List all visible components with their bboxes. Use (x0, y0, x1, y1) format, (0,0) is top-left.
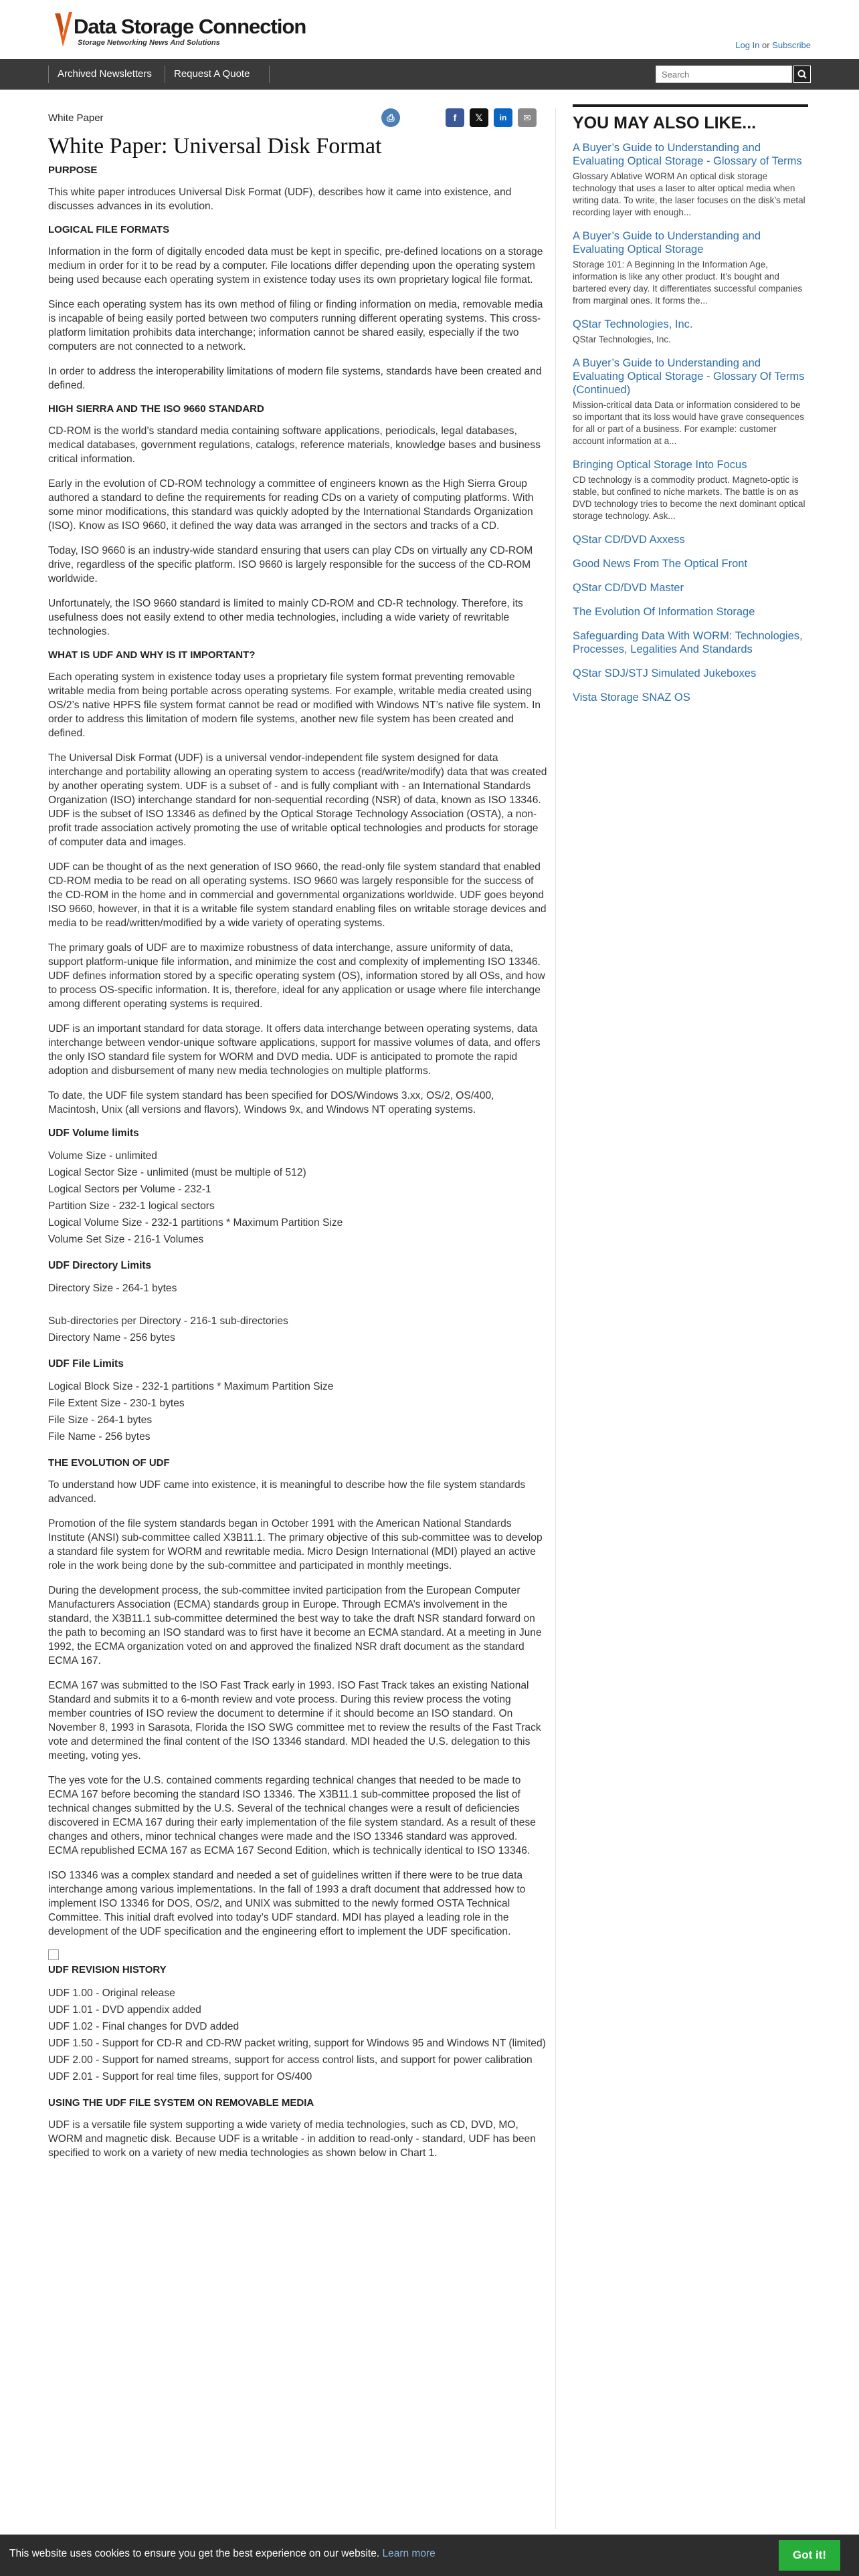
file-limits-list (48, 1378, 547, 1445)
related-sidebar (573, 104, 808, 715)
list-item: File Size - 264-1 bytes (48, 1414, 153, 1426)
breadcrumb[interactable]: White Paper (48, 112, 104, 124)
cookie-message (9, 2548, 436, 2560)
nav-archived-newsletters[interactable]: Archived Newsletters (58, 68, 152, 80)
paragraph: Today, ISO 9660 is an industry-wide standard ensuring that users can play CDs on virtually any CD-ROM drive, regardless of the specific platform. ISO 9660 is largely responsible for the success of the CD-ROM worldwide. (48, 545, 533, 584)
related-item-title[interactable]: A Buyer’s Guide to Understanding and Evaluating Optical Storage - Glossary of Terms (573, 142, 802, 167)
list-item: File Name - 256 bytes (48, 1431, 151, 1442)
subscribe-link[interactable]: Subscribe (772, 40, 811, 50)
related-item-title[interactable]: QStar CD/DVD Axxess (573, 534, 685, 546)
directory-limits-list-2 (48, 1313, 547, 1346)
cookie-text: This website uses cookies to ensure you get the best experience on our website. (9, 2548, 380, 2559)
page-title: White Paper: Universal Disk Format (48, 134, 382, 158)
list-item: UDF 1.01 - DVD appendix added (48, 2004, 201, 2016)
logo-title: Data Storage Connection (74, 15, 306, 38)
related-item-excerpt: Mission-critical data Data or information considered to be so important that its loss would have grave consequences for all or part of a business. For example: customer account information at a... (573, 400, 804, 446)
list-item: File Extent Size - 230-1 bytes (48, 1398, 185, 1409)
cookie-accept-button[interactable]: Got it! (779, 2540, 840, 2571)
related-item[interactable] (573, 458, 808, 522)
related-item-excerpt: Storage 101: A Beginning In the Information Age, information is like any other product. It’s bought and bartered every day. It differentiates successful companies from marginal ones. It forms the... (573, 259, 803, 306)
related-item-excerpt: CD technology is a commodity product. Magneto-optic is stable, but confined to niche markets. The battle is on as DVD technology tries to become the next dominant optical storage technology. Ask... (573, 475, 805, 521)
linkedin-icon[interactable]: in (494, 108, 512, 127)
related-item[interactable] (573, 557, 808, 570)
related-item[interactable] (573, 629, 808, 656)
list-item: UDF 1.00 - Original release (48, 1988, 175, 1999)
article-topbar (48, 108, 547, 128)
nav-request-quote[interactable]: Request A Quote (174, 68, 250, 80)
paragraph: Information in the form of digitally encoded data must be kept in specific, pre-defined locations on a storage medium in order for it to be read by a computer. File locations differ depending upon the operating system being used because each operating system in existence today uses its own proprietary logical file format. (48, 246, 543, 286)
related-item-title[interactable]: Safeguarding Data With WORM: Technologies, Processes, Legalities And Standards (573, 630, 803, 655)
site-logo[interactable] (55, 9, 306, 52)
list-item: Directory Size - 264-1 bytes (48, 1283, 177, 1294)
list-item: Partition Size - 232-1 logical sectors (48, 1200, 215, 1212)
paragraph: This white paper introduces Universal Disk Format (UDF), describes how it came into existence, and discusses advances in its evolution. (48, 187, 512, 212)
related-item-excerpt: QStar Technologies, Inc. (573, 334, 671, 344)
auth-or-text: or (759, 40, 773, 50)
list-item: UDF 2.01 - Support for real time files, support for OS/400 (48, 2071, 312, 2082)
related-item[interactable] (573, 318, 808, 346)
twitter-x-icon[interactable]: 𝕏 (470, 108, 488, 127)
related-item[interactable] (573, 229, 808, 307)
column-divider (555, 108, 556, 2529)
logo-tagline: Storage Networking News And Solutions (78, 39, 220, 47)
related-item-title[interactable]: Vista Storage SNAZ OS (573, 691, 690, 704)
related-item-title[interactable]: A Buyer’s Guide to Understanding and Evaluating Optical Storage (573, 230, 761, 255)
section-heading: LOGICAL FILE FORMATS (48, 224, 170, 235)
login-link[interactable]: Log In (735, 40, 760, 50)
list-item: Logical Block Size - 232-1 partitions * Maximum Partition Size (48, 1381, 334, 1392)
paragraph: Each operating system in existence today uses a proprietary file system format preventing removable writable media from being portable across operating systems. For example, writable media created using OS/2’s native HPFS file system format cannot be read or modified with Windows NT’s native file system. In order to address this limitation of modern file systems, another new file system has been created and defined. (48, 671, 541, 739)
list-item: Logical Sector Size - unlimited (must be multiple of 512) (48, 1167, 306, 1178)
paragraph: UDF is an important standard for data storage. It offers data interchange between operating systems, data interchange between vendor-unique software applications, support for massive volumes of data, and offers the only ISO standard file system for WORM and DVD media. UDF is anticipated to promote the rapid adoption and disbursement of many new media technologies on multiple platforms. (48, 1023, 541, 1077)
list-item: Volume Set Size - 216-1 Volumes (48, 1234, 204, 1245)
related-item-title[interactable]: The Evolution Of Information Storage (573, 606, 755, 618)
broken-image-icon (48, 1949, 59, 1960)
search-icon (794, 66, 810, 82)
list-item: Volume Size - unlimited (48, 1150, 157, 1162)
paragraph: Early in the evolution of CD-ROM technology a committee of engineers known as the High Sierra Group authored a standard to define the requirements for reading CDs on a variety of computing platforms. With some minor modifications, this standard was quickly adopted by the International Standards Organization (ISO). Know as ISO 9660, it defined the way data was arranged in the sectors and tracks of a CD. (48, 478, 534, 532)
paragraph: ISO 13346 was a complex standard and needed a set of guidelines written if there were to be true data interchange among various implementations. In the fall of 1993 a draft document that addressed how to implement ISO 13346 for DOS, OS/2, and UNIX was submitted to the newly formed OSTA Technical Committee. This initial draft evolved into today’s UDF standard. MDI has played a leading role in the development of the UDF specification and the engineering effort to implement the UDF specification. (48, 1870, 526, 1937)
related-item[interactable] (573, 356, 808, 447)
auth-links (735, 40, 811, 50)
search-button[interactable] (793, 66, 811, 83)
paragraph: Unfortunately, the ISO 9660 standard is limited to mainly CD-ROM and CD-R technology. Therefore, its usefulness does not easily extend to other media technologies, including a wide variety of rewritable technologies. (48, 598, 523, 637)
cookie-learn-more-link[interactable]: Learn more (382, 2548, 436, 2559)
paragraph: CD-ROM is the world’s standard media containing software applications, periodicals, legal databases, medical databases, government regulations, catalogs, reference materials, knowledge bases and business critical information. (48, 425, 541, 465)
subsection-heading: UDF Directory Limits (48, 1260, 152, 1271)
logo-v-mark (55, 9, 74, 49)
facebook-icon[interactable]: f (446, 108, 464, 127)
subsection-heading: UDF File Limits (48, 1358, 124, 1370)
section-heading: PURPOSE (48, 165, 98, 176)
related-item-title[interactable]: QStar CD/DVD Master (573, 582, 684, 594)
paragraph: UDF is a versatile file system supporting a wide variety of media technologies, such as CD, DVD, MO, WORM and magnetic disk. Because UDF is a writable - in addition to read-only - standard, UDF has been specified to work on a variety of new media technologies as shown below in Chart 1. (48, 2119, 536, 2159)
related-item[interactable] (573, 141, 808, 219)
list-item: UDF 1.02 - Final changes for DVD added (48, 2021, 240, 2032)
paragraph: In order to address the interoperability limitations of modern file systems, standards have been created and defined. (48, 366, 542, 391)
related-item[interactable] (573, 691, 808, 704)
directory-limits-list (48, 1280, 547, 1297)
related-item-title[interactable]: QStar SDJ/STJ Simulated Jukeboxes (573, 667, 757, 679)
search-input[interactable] (656, 66, 792, 83)
volume-limits-list (48, 1148, 547, 1248)
site-header (0, 0, 859, 59)
section-heading: HIGH SIERRA AND THE ISO 9660 STANDARD (48, 403, 264, 415)
paragraph: The yes vote for the U.S. contained comments regarding technical changes that needed to be made to ECMA 167 before becoming the standard ISO 13346. The X3B11.1 sub-committee proposed the list of technical changes submitted by the U.S. Several of the technical changes were a result of deficiencies discovered in ECMA 167 during their early implementation of the file system standard. As a result of these changes and others, minor technical changes were made and the ISO 13346 standard was approved. ECMA republished ECMA 167 as ECMA 167 Second Edition, which is technically identical to ISO 13346. (48, 1775, 536, 1856)
email-icon[interactable]: ✉ (518, 108, 537, 127)
paragraph: UDF can be thought of as the next generation of ISO 9660, the read-only file system standard that enabled CD-ROM media to be read on all operating systems. ISO 9660 was largely responsible for the success of the CD-ROM in the home and in commercial and governmental organizations worldwide. UDF goes beyond ISO 9660, however, in that it is a writable file system standard enabling files on writable storage devices and media to be read/written/modified by a wide variety of operating systems. (48, 861, 547, 929)
paragraph: Promotion of the file system standards began in October 1991 with the American National Standards Institute (ANSI) sub-committee called X3B11.1. The primary objective of this sub-committee was to develop a standard file system for WORM and rewritable media. Micro Design International (MDI) played an active role in the work being done by the sub-committee and participated in monthly meetings. (48, 1518, 543, 1572)
related-item-title[interactable]: QStar Technologies, Inc. (573, 318, 693, 330)
related-item-excerpt: Glossary Ablative WORM An optical disk storage technology that uses a laser to alter optical media when writing data. To write, the laser focuses on the disk’s metal recording layer with enough... (573, 171, 805, 217)
list-item: UDF 2.00 - Support for named streams, support for access control lists, and support for power calibration (48, 2054, 533, 2066)
related-item-title[interactable]: Bringing Optical Storage Into Focus (573, 459, 747, 471)
print-icon[interactable]: ⎙ (381, 108, 400, 127)
section-heading: THE EVOLUTION OF UDF (48, 1457, 170, 1469)
list-item: Logical Volume Size - 232-1 partitions * Maximum Partition Size (48, 1217, 343, 1228)
paragraph: To date, the UDF file system standard has been specified for DOS/Windows 3.xx, OS/2, OS/400, Macintosh, Unix (all versions and flavors), Windows 9x, and Windows NT operating systems. (48, 1090, 494, 1115)
paragraph: The primary goals of UDF are to maximize robustness of data interchange, assure uniformity of data, support platform-unique file information, and minimize the cost and complexity of implementing ISO 13346. UDF defines information stored by a specific operating system (OS), information stored by all OSs, and how to process OS-specific information. It is, therefore, ideal for any application or usage where file interchange among different operating systems is required. (48, 942, 545, 1010)
list-item: UDF 1.50 - Support for CD-R and CD-RW packet writing, support for Windows 95 and Windows NT (limited) (48, 2038, 546, 2049)
section-heading: WHAT IS UDF AND WHY IS IT IMPORTANT? (48, 649, 256, 661)
related-item[interactable] (573, 605, 808, 619)
paragraph: ECMA 167 was submitted to the ISO Fast Track early in 1993. ISO Fast Track takes an existing National Standard and submits it to a 6-month review and vote process. During this review process the voting member countries of ISO review the document to determine if it should become an ISO standard. On November 8, 1993 in Sarasota, Florida the ISO SWG committee met to review the results of the Fast Track vote and determined the final content of the ISO 13346 standard. MDI headed the U.S. delegation to this meeting, voting yes. (48, 1680, 541, 1761)
list-item: Directory Name - 256 bytes (48, 1332, 175, 1344)
section-heading: USING THE UDF FILE SYSTEM ON REMOVABLE MEDIA (48, 2097, 314, 2109)
section-heading: UDF REVISION HISTORY (48, 1964, 167, 1975)
paragraph: To understand how UDF came into existence, it is meaningful to describe how the file system standards advanced. (48, 1479, 526, 1505)
related-item[interactable] (573, 581, 808, 595)
related-item[interactable] (573, 667, 808, 680)
related-item-title[interactable]: Good News From The Optical Front (573, 558, 748, 570)
revision-history-list (48, 1985, 547, 2085)
sidebar-heading: YOU MAY ALSO LIKE... (573, 104, 808, 133)
main-navbar (0, 59, 859, 90)
list-item: Sub-directories per Directory - 216-1 sub-directories (48, 1315, 288, 1327)
nav-separator (269, 66, 270, 83)
article-column (48, 108, 547, 2171)
related-item[interactable] (573, 533, 808, 546)
cookie-banner (0, 2535, 859, 2576)
paragraph: Since each operating system has its own method of filing or finding information on media, removable media is incapable of being easily ported between two computers running different operating systems. This cross-platform limitation prohibits data interchange; information cannot be shared easily, especially if the two computers are not connected to a network. (48, 299, 543, 352)
paragraph: During the development process, the sub-committee invited participation from the European Computer Manufacturers Association (ECMA) standards group in Europe. Through ECMA’s involvement in the standard, the X3B11.1 sub-committee determined the best way to take the draft NSR standard forward on the path to becoming an ISO standard was to first have it become an ECMA standard. At a meeting in June 1992, the ECMA organization voted on and approved the finalized NSR draft document as the standard ECMA 167. (48, 1585, 542, 1667)
article-body (48, 165, 547, 2160)
related-item-title[interactable]: A Buyer’s Guide to Understanding and Evaluating Optical Storage - Glossary Of Terms (Continued) (573, 357, 805, 396)
list-item: Logical Sectors per Volume - 232-1 (48, 1184, 211, 1195)
subsection-heading: UDF Volume limits (48, 1128, 139, 1139)
paragraph: The Universal Disk Format (UDF) is a universal vendor-independent file system designed for data interchange and portability allowing an operating system to access (read/write/modify) data that was created by another operating system. UDF is a subset of - and is fully compliant with - an International Standards Organization (ISO) interchange standard for non-sequential recording (NSR) of data, known as ISO 13346. UDF is the subset of ISO 13346 as defined by the Optical Storage Technology Association (OSTA), a non-profit trade association actively promoting the use of writable optical technologies and products for storage of computer data and images. (48, 752, 547, 848)
